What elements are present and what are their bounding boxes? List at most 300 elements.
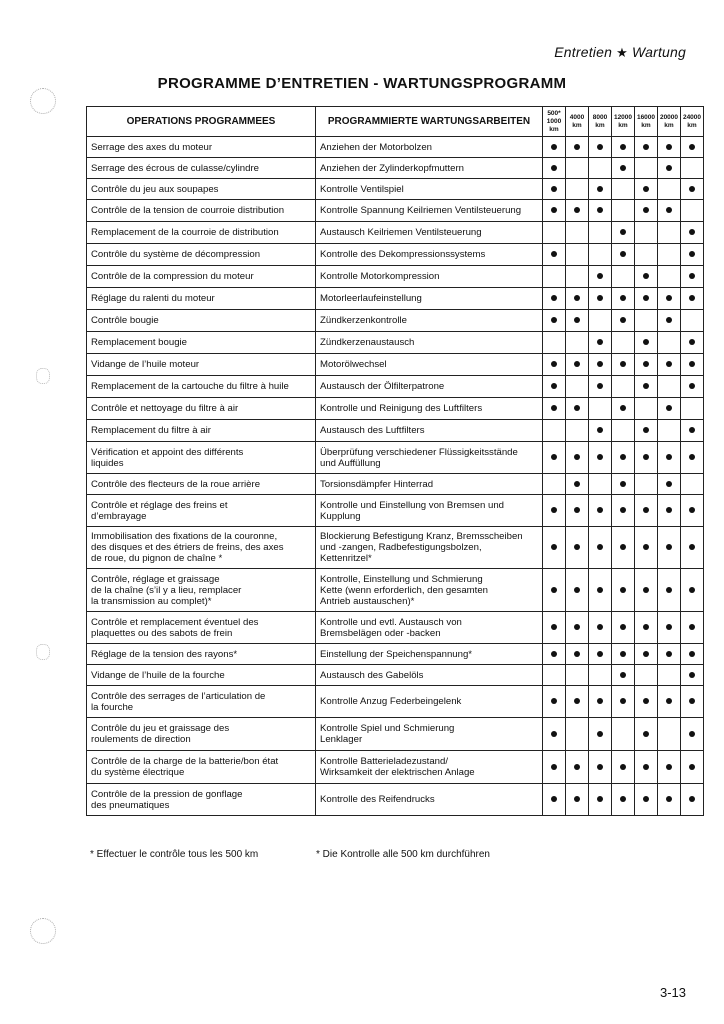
interval-cell — [543, 179, 566, 200]
service-dot-icon — [666, 165, 672, 171]
interval-cell — [635, 420, 658, 442]
operation-fr-cell — [87, 569, 316, 612]
operation-de-cell — [316, 179, 543, 200]
interval-cell — [658, 784, 681, 816]
interval-cell — [589, 495, 612, 527]
service-dot-icon — [597, 587, 603, 593]
service-dot-icon — [597, 698, 603, 704]
service-dot-icon — [643, 383, 649, 389]
operation-fr-line: Serrage des écrous de culasse/cylindre — [91, 162, 259, 174]
interval-cell — [635, 612, 658, 644]
operation-de-line: Austausch des Luftfilters — [320, 425, 425, 436]
interval-cell — [658, 310, 681, 332]
operation-fr-line: Contrôle de la tension de courroie distribution — [91, 205, 285, 216]
interval-cell — [681, 354, 704, 376]
interval-cell — [543, 244, 566, 266]
operation-de-line: und -zangen, Radbefestigungsbolzen, — [320, 542, 482, 553]
operation-de-line: Kontrolle und Reinigung des Luftfilters — [320, 403, 483, 414]
interval-cell — [612, 784, 635, 816]
operation-fr-line: Remplacement de la courroie de distribution — [91, 227, 279, 238]
operation-de-line: Bremsbelägen oder -backen — [320, 627, 441, 639]
table-row — [87, 376, 704, 398]
interval-cell — [658, 244, 681, 266]
header-left-text: Entretien — [554, 44, 613, 60]
interval-cell — [658, 222, 681, 244]
interval-cell — [635, 354, 658, 376]
service-dot-icon — [551, 207, 557, 213]
service-dot-icon — [643, 427, 649, 433]
table-row — [87, 354, 704, 376]
service-dot-icon — [666, 481, 672, 487]
interval-cell — [566, 310, 589, 332]
service-dot-icon — [666, 544, 672, 550]
service-dot-icon — [666, 295, 672, 301]
service-dot-icon — [620, 295, 626, 301]
interval-cell — [589, 718, 612, 751]
operation-de-line: Austausch des Gabelöls — [320, 669, 424, 681]
service-dot-icon — [620, 165, 626, 171]
service-dot-icon — [643, 651, 649, 657]
operation-de-line: Kontrolle und evtl. Austausch von — [320, 616, 462, 628]
service-dot-icon — [574, 544, 580, 550]
interval-cell — [566, 569, 589, 612]
interval-cell — [635, 244, 658, 266]
operation-fr-cell — [87, 137, 316, 158]
operation-fr-cell — [87, 244, 316, 266]
interval-cell — [635, 158, 658, 179]
interval-cell — [612, 718, 635, 751]
service-dot-icon — [666, 624, 672, 630]
service-dot-icon — [551, 544, 557, 550]
interval-cell — [635, 332, 658, 354]
operation-fr-line: Contrôle de la pression de gonflage — [91, 788, 243, 800]
operation-de-cell — [316, 244, 543, 266]
interval-cell — [635, 784, 658, 816]
interval-cell — [543, 398, 566, 420]
interval-cell — [543, 718, 566, 751]
table-row — [87, 644, 704, 665]
interval-cell — [635, 398, 658, 420]
interval-cell — [543, 474, 566, 495]
interval-cell — [543, 266, 566, 288]
interval-header: 16000 km — [635, 107, 658, 137]
interval-cell — [681, 158, 704, 179]
service-dot-icon — [620, 544, 626, 550]
interval-header: 4000 km — [566, 107, 589, 137]
service-dot-icon — [551, 507, 557, 513]
operation-fr-line: Contrôle et réglage des freins et — [91, 499, 228, 511]
operation-fr-line: Contrôle du jeu et graissage des — [91, 723, 230, 734]
operation-fr-line: Réglage du ralenti du moteur — [91, 293, 215, 304]
operation-de-line: Kontrolle, Einstellung und Schmierung — [320, 573, 483, 585]
service-dot-icon — [689, 587, 695, 593]
interval-cell — [589, 266, 612, 288]
interval-cell — [543, 222, 566, 244]
service-dot-icon — [620, 317, 626, 323]
service-dot-icon — [689, 229, 695, 235]
interval-cell — [658, 137, 681, 158]
operation-de-line: Anziehen der Zylinderkopfmuttern — [320, 162, 464, 174]
interval-cell — [635, 569, 658, 612]
interval-cell — [543, 200, 566, 222]
service-dot-icon — [597, 339, 603, 345]
operation-fr-line: Réglage de la tension des rayons* — [91, 648, 238, 660]
operation-de-cell — [316, 527, 543, 569]
interval-cell — [658, 569, 681, 612]
interval-header: 500* 1000 km — [543, 107, 566, 137]
operation-de-cell — [316, 686, 543, 718]
interval-cell — [681, 644, 704, 665]
service-dot-icon — [620, 764, 626, 770]
interval-cell — [589, 354, 612, 376]
interval-cell — [681, 420, 704, 442]
service-dot-icon — [551, 624, 557, 630]
service-dot-icon — [666, 651, 672, 657]
interval-cell — [543, 495, 566, 527]
table-row — [87, 244, 704, 266]
service-dot-icon — [597, 295, 603, 301]
interval-cell — [566, 751, 589, 784]
operation-fr-cell — [87, 784, 316, 816]
interval-cell — [635, 474, 658, 495]
table-row — [87, 288, 704, 310]
operation-fr-cell — [87, 179, 316, 200]
operation-fr-line: Immobilisation des fixations de la couronne, — [91, 531, 278, 542]
table-row — [87, 200, 704, 222]
interval-cell — [543, 751, 566, 784]
operation-de-line: Kupplung — [320, 510, 361, 522]
service-dot-icon — [620, 796, 626, 802]
service-dot-icon — [620, 454, 626, 460]
operation-de-line: Austausch Keilriemen Ventilsteuerung — [320, 227, 482, 238]
interval-cell — [635, 310, 658, 332]
interval-cell — [566, 644, 589, 665]
operation-de-cell — [316, 354, 543, 376]
interval-cell — [589, 244, 612, 266]
service-dot-icon — [643, 796, 649, 802]
interval-cell — [681, 665, 704, 686]
service-dot-icon — [689, 251, 695, 257]
service-dot-icon — [551, 361, 557, 367]
interval-cell — [543, 376, 566, 398]
service-dot-icon — [666, 698, 672, 704]
table-row — [87, 310, 704, 332]
service-dot-icon — [574, 361, 580, 367]
service-dot-icon — [574, 507, 580, 513]
interval-cell — [658, 665, 681, 686]
service-dot-icon — [689, 624, 695, 630]
table-row — [87, 442, 704, 474]
operation-fr-cell — [87, 527, 316, 569]
operation-de-cell — [316, 310, 543, 332]
operation-fr-line: la fourche — [91, 701, 134, 713]
operation-fr-line: de roue, du pignon de chaîne * — [91, 553, 223, 564]
service-dot-icon — [666, 587, 672, 593]
service-dot-icon — [574, 651, 580, 657]
interval-cell — [543, 310, 566, 332]
header-right-text: Wartung — [631, 44, 686, 60]
operation-fr-line: Contrôle de la compression du moteur — [91, 271, 254, 282]
service-dot-icon — [574, 587, 580, 593]
interval-cell — [543, 137, 566, 158]
service-dot-icon — [643, 207, 649, 213]
service-dot-icon — [574, 796, 580, 802]
operation-de-cell — [316, 442, 543, 474]
operation-fr-cell — [87, 332, 316, 354]
interval-cell — [658, 266, 681, 288]
service-dot-icon — [689, 454, 695, 460]
operation-de-line: Lenklager — [320, 734, 363, 745]
operation-de-cell — [316, 474, 543, 495]
interval-cell — [566, 420, 589, 442]
service-dot-icon — [574, 317, 580, 323]
operation-fr-line: Remplacement bougie — [91, 337, 187, 348]
maintenance-table — [86, 106, 704, 816]
interval-cell — [681, 495, 704, 527]
interval-cell — [543, 354, 566, 376]
operation-de-cell — [316, 398, 543, 420]
service-dot-icon — [689, 698, 695, 704]
table-row — [87, 527, 704, 569]
service-dot-icon — [551, 764, 557, 770]
service-dot-icon — [597, 144, 603, 150]
interval-cell — [635, 665, 658, 686]
interval-cell — [543, 612, 566, 644]
operation-de-cell — [316, 644, 543, 665]
interval-cell — [566, 784, 589, 816]
service-dot-icon — [551, 144, 557, 150]
operation-de-cell — [316, 266, 543, 288]
operation-de-line: Blockierung Befestigung Kranz, Bremsscheiben — [320, 531, 523, 542]
interval-cell — [612, 612, 635, 644]
service-dot-icon — [643, 295, 649, 301]
service-dot-icon — [689, 361, 695, 367]
interval-cell — [589, 288, 612, 310]
operation-fr-line: liquides — [91, 457, 124, 469]
operation-de-line: Kontrolle des Dekompressionssystems — [320, 249, 486, 260]
interval-cell — [658, 179, 681, 200]
interval-cell — [612, 200, 635, 222]
interval-cell — [566, 398, 589, 420]
running-header — [554, 44, 686, 61]
operation-de-cell — [316, 137, 543, 158]
interval-cell — [635, 222, 658, 244]
operation-fr-line: Serrage des axes du moteur — [91, 141, 213, 153]
interval-cell — [589, 612, 612, 644]
operation-de-line: Kettenritzel* — [320, 553, 372, 564]
operation-fr-line: de la chaîne (s’il y a lieu, remplacer — [91, 584, 242, 596]
operation-fr-cell — [87, 474, 316, 495]
service-dot-icon — [574, 454, 580, 460]
interval-cell — [589, 644, 612, 665]
service-dot-icon — [597, 454, 603, 460]
service-dot-icon — [620, 651, 626, 657]
operation-de-line: Antrieb austauschen)* — [320, 595, 415, 607]
service-dot-icon — [689, 273, 695, 279]
operation-fr-cell — [87, 222, 316, 244]
interval-cell — [566, 665, 589, 686]
service-dot-icon — [666, 144, 672, 150]
service-dot-icon — [551, 383, 557, 389]
operation-fr-line: des disques et des étriers de freins, des axes — [91, 542, 284, 553]
interval-cell — [658, 442, 681, 474]
interval-cell — [589, 569, 612, 612]
table-row — [87, 137, 704, 158]
interval-cell — [635, 718, 658, 751]
operation-de-line: Kontrolle des Reifendrucks — [320, 794, 435, 805]
interval-cell — [589, 784, 612, 816]
column-header-operations: OPERATIONS PROGRAMMEES — [87, 107, 316, 137]
service-dot-icon — [597, 651, 603, 657]
interval-cell — [612, 222, 635, 244]
interval-cell — [589, 222, 612, 244]
service-dot-icon — [551, 731, 557, 737]
table-row — [87, 751, 704, 784]
operation-fr-line: Contrôle et nettoyage du filtre à air — [91, 403, 239, 414]
interval-cell — [566, 376, 589, 398]
operation-de-line: Einstellung der Speichenspannung* — [320, 648, 473, 660]
interval-cell — [589, 665, 612, 686]
service-dot-icon — [666, 207, 672, 213]
operation-de-line: Kontrolle Spiel und Schmierung — [320, 723, 455, 734]
service-dot-icon — [689, 383, 695, 389]
service-dot-icon — [597, 731, 603, 737]
service-dot-icon — [551, 165, 557, 171]
table-row — [87, 266, 704, 288]
interval-cell — [681, 376, 704, 398]
operation-de-line: Kontrolle Ventilspiel — [320, 183, 404, 195]
interval-cell — [543, 332, 566, 354]
interval-cell — [681, 200, 704, 222]
interval-cell — [566, 266, 589, 288]
service-dot-icon — [643, 144, 649, 150]
operation-fr-cell — [87, 200, 316, 222]
interval-cell — [658, 288, 681, 310]
operation-de-cell — [316, 612, 543, 644]
interval-cell — [635, 686, 658, 718]
service-dot-icon — [666, 764, 672, 770]
operation-fr-line: d’embrayage — [91, 510, 147, 522]
interval-cell — [681, 288, 704, 310]
service-dot-icon — [551, 587, 557, 593]
service-dot-icon — [689, 544, 695, 550]
interval-cell — [658, 158, 681, 179]
operation-de-line: Zündkerzenaustausch — [320, 337, 415, 348]
interval-cell — [543, 158, 566, 179]
interval-cell — [681, 222, 704, 244]
interval-cell — [681, 569, 704, 612]
interval-cell — [658, 751, 681, 784]
service-dot-icon — [574, 144, 580, 150]
operation-de-cell — [316, 200, 543, 222]
interval-cell — [658, 376, 681, 398]
interval-cell — [589, 179, 612, 200]
interval-cell — [658, 200, 681, 222]
page-title: PROGRAMME D’ENTRETIEN - WARTUNGSPROGRAMM — [157, 75, 567, 92]
service-dot-icon — [574, 698, 580, 704]
service-dot-icon — [689, 672, 695, 678]
interval-cell — [635, 179, 658, 200]
operation-fr-line: Contrôle de la charge de la batterie/bon état — [91, 756, 279, 767]
interval-cell — [681, 527, 704, 569]
interval-cell — [566, 137, 589, 158]
interval-cell — [543, 644, 566, 665]
service-dot-icon — [597, 624, 603, 630]
service-dot-icon — [643, 507, 649, 513]
interval-cell — [658, 474, 681, 495]
operation-fr-line: plaquettes ou des sabots de frein — [91, 627, 233, 639]
interval-cell — [635, 751, 658, 784]
interval-cell — [635, 200, 658, 222]
operation-fr-cell — [87, 495, 316, 527]
operation-de-line: und Auffüllung — [320, 457, 381, 469]
column-header-arbeiten: PROGRAMMIERTE WARTUNGSARBEITEN — [316, 107, 543, 137]
operation-fr-cell — [87, 310, 316, 332]
operation-de-line: Austausch der Ölfilterpatrone — [320, 381, 445, 392]
table-row — [87, 474, 704, 495]
interval-cell — [566, 442, 589, 474]
interval-cell — [635, 266, 658, 288]
operation-fr-cell — [87, 376, 316, 398]
service-dot-icon — [643, 454, 649, 460]
interval-header: 12000 km — [612, 107, 635, 137]
operation-fr-cell — [87, 266, 316, 288]
operation-de-cell — [316, 222, 543, 244]
interval-cell — [543, 686, 566, 718]
interval-cell — [658, 527, 681, 569]
operation-de-line: Kontrolle Batterieladezustand/ — [320, 756, 448, 767]
interval-cell — [543, 420, 566, 442]
interval-cell — [589, 310, 612, 332]
interval-cell — [589, 200, 612, 222]
operation-de-cell — [316, 158, 543, 179]
service-dot-icon — [620, 361, 626, 367]
operation-fr-line: des pneumatiques — [91, 799, 170, 811]
service-dot-icon — [620, 229, 626, 235]
service-dot-icon — [643, 764, 649, 770]
interval-cell — [566, 288, 589, 310]
operation-fr-line: Contrôle, réglage et graissage — [91, 573, 220, 585]
service-dot-icon — [597, 186, 603, 192]
interval-cell — [589, 751, 612, 784]
interval-cell — [589, 158, 612, 179]
service-dot-icon — [620, 624, 626, 630]
operation-fr-line: du système électrique — [91, 767, 185, 778]
interval-cell — [589, 686, 612, 718]
operation-fr-line: roulements de direction — [91, 734, 191, 745]
interval-cell — [612, 179, 635, 200]
interval-cell — [612, 751, 635, 784]
interval-cell — [681, 686, 704, 718]
table-row — [87, 612, 704, 644]
service-dot-icon — [620, 144, 626, 150]
service-dot-icon — [620, 251, 626, 257]
interval-cell — [543, 569, 566, 612]
interval-cell — [589, 442, 612, 474]
interval-cell — [612, 376, 635, 398]
service-dot-icon — [597, 383, 603, 389]
interval-cell — [681, 310, 704, 332]
service-dot-icon — [620, 405, 626, 411]
footnote-de: * Die Kontrolle alle 500 km durchführen — [316, 849, 490, 860]
interval-cell — [612, 527, 635, 569]
interval-cell — [612, 665, 635, 686]
interval-cell — [612, 332, 635, 354]
interval-cell — [543, 784, 566, 816]
service-dot-icon — [597, 273, 603, 279]
interval-cell — [658, 332, 681, 354]
table-row — [87, 665, 704, 686]
